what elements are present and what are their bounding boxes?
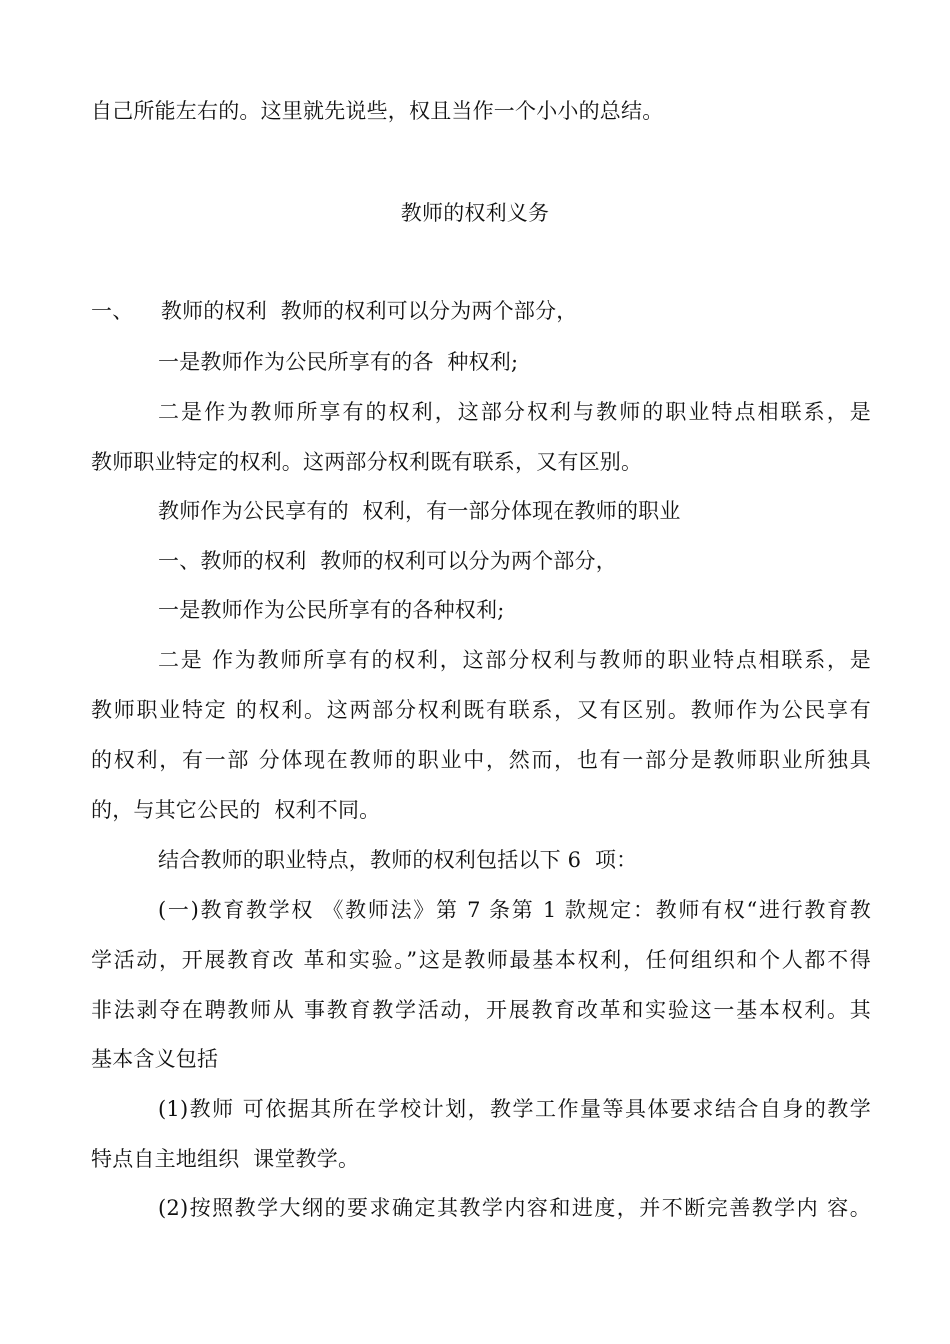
paragraph-line: 的权利，有一部 分体现在教师的职业中，然而，也有一部分是教师职业所独具 bbox=[91, 748, 871, 772]
paragraph-line: 一是教师作为公民所享有的各 种权利; bbox=[158, 350, 519, 374]
paragraph-line: 非法剥夺在聘教师从 事教育教学活动，开展教育改革和实验这一基本权利。其 bbox=[91, 998, 871, 1022]
paragraph-line: 二是作为教师所享有的权利，这部分权利与教师的职业特点相联系，是 bbox=[158, 400, 871, 424]
paragraph-line: 教师作为公民享有的 权利，有一部分体现在教师的职业 bbox=[158, 499, 681, 523]
paragraph-line: 一是教师作为公民所享有的各种权利; bbox=[158, 598, 505, 622]
paragraph-line: (2)按照教学大纲的要求确定其教学内容和进度，并不断完善教学内 容。 bbox=[158, 1196, 871, 1220]
paragraph-line: (1)教师 可依据其所在学校计划，教学工作量等具体要求结合自身的教学 bbox=[158, 1097, 871, 1121]
paragraph-line: (一)教育教学权 《教师法》第 7 条第 1 款规定：教师有权“进行教育教 bbox=[158, 898, 871, 922]
paragraph-line: 教师职业特定的权利。这两部分权利既有联系，又有区别。 bbox=[91, 450, 643, 474]
paragraph-line: 自己所能左右的。这里就先说些，权且当作一个小小的总结。 bbox=[91, 99, 664, 123]
paragraph-line: 结合教师的职业特点，教师的权利包括以下 6 项： bbox=[158, 848, 638, 872]
paragraph-line: 学活动，开展教育改 革和实验。”这是教师最基本权利，任何组织和个人都不得 bbox=[91, 948, 871, 972]
section-title: 教师的权利义务 bbox=[400, 201, 550, 225]
paragraph-line: 教师职业特定 的权利。这两部分权利既有联系，又有区别。教师作为公民享有 bbox=[91, 698, 871, 722]
paragraph-line: 特点自主地组织 课堂教学。 bbox=[91, 1147, 360, 1171]
paragraph-line: 的，与其它公民的 权利不同。 bbox=[91, 798, 381, 822]
paragraph-line: 基本含义包括 bbox=[91, 1047, 219, 1071]
paragraph-line: 一、教师的权利 教师的权利可以分为两个部分， bbox=[158, 549, 617, 573]
paragraph-line: 二是 作为教师所享有的权利，这部分权利与教师的职业特点相联系，是 bbox=[158, 648, 871, 672]
section-heading: 一、 教师的权利 教师的权利可以分为两个部分， bbox=[91, 299, 578, 323]
